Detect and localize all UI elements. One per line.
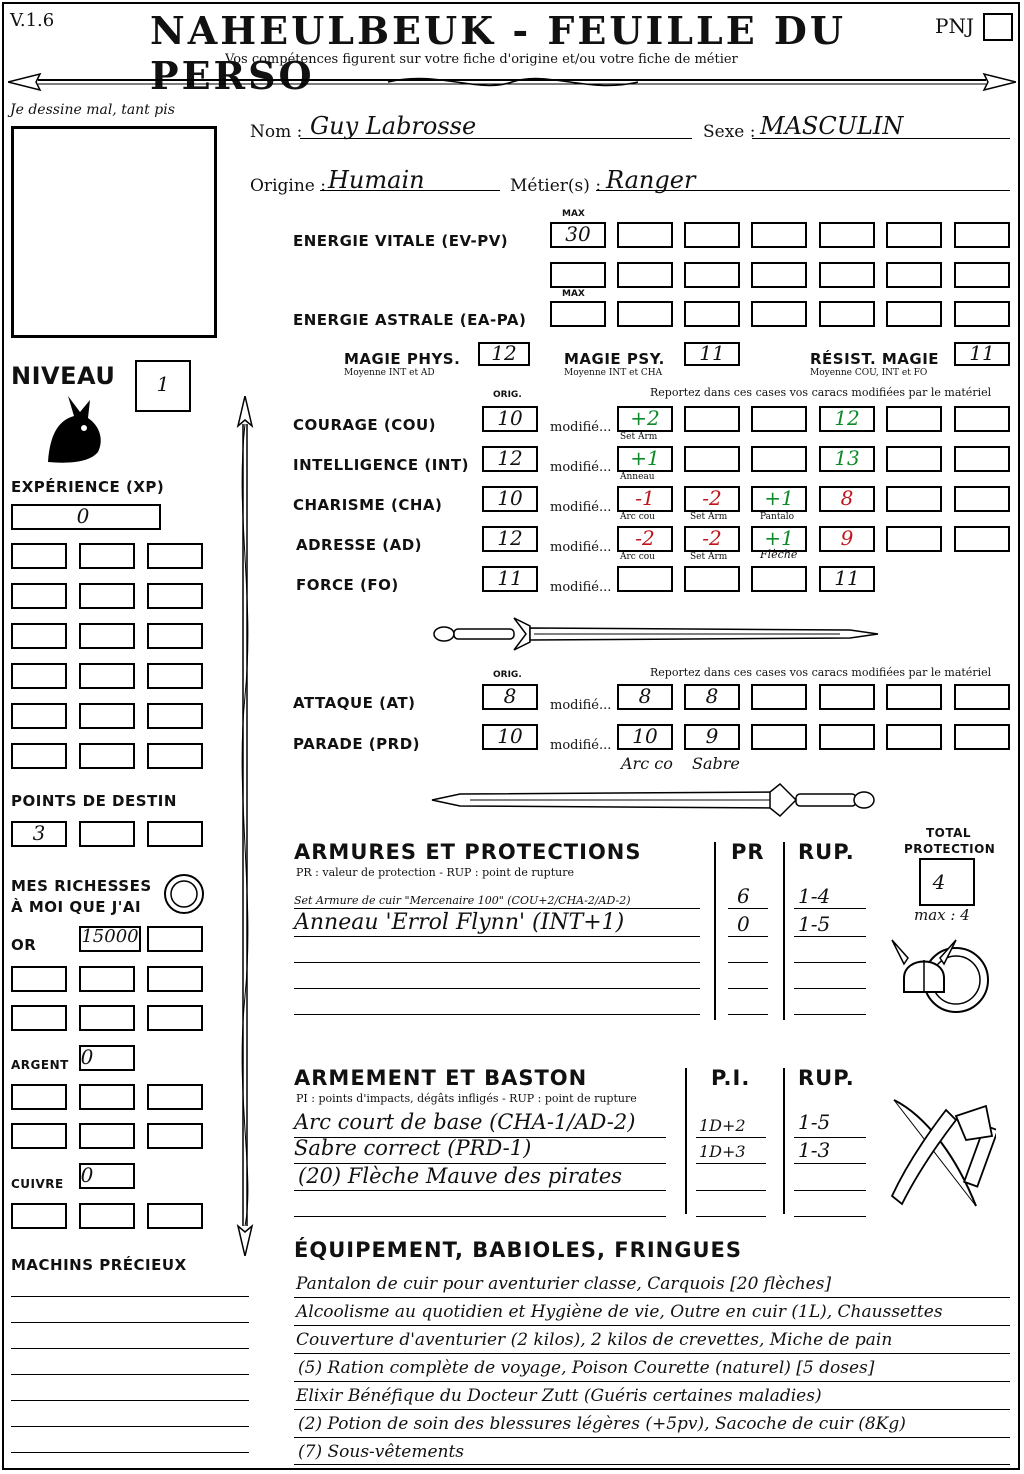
cuivre-box[interactable] <box>79 1163 135 1189</box>
cha-mod-box[interactable] <box>617 486 673 512</box>
origine-line <box>320 190 500 191</box>
xp-grid-box[interactable] <box>11 743 67 769</box>
xp-grid-box[interactable] <box>147 743 203 769</box>
ev-box[interactable] <box>617 262 673 288</box>
machins-line[interactable] <box>11 1348 249 1349</box>
ev-max-box[interactable] <box>550 222 606 248</box>
at-mod-box[interactable] <box>617 684 673 710</box>
magie-phys-label: MAGIE PHYS. <box>344 350 461 368</box>
int-mod-value: +1 <box>630 446 660 470</box>
prd-mod-box[interactable] <box>751 724 807 750</box>
pnj-checkbox[interactable] <box>983 13 1013 41</box>
ea-box[interactable] <box>684 301 740 327</box>
ad-orig-box[interactable] <box>482 526 538 552</box>
argent-box[interactable] <box>11 1084 67 1110</box>
destin-label: POINTS DE DESTIN <box>11 792 177 810</box>
magie-phys-box[interactable] <box>478 342 530 366</box>
equipement-line: (2) Potion de soin des blessures légères (+5pv), Sacoche de cuir (8Kg) <box>298 1414 906 1434</box>
ea-box[interactable] <box>886 301 942 327</box>
machins-line[interactable] <box>11 1322 249 1323</box>
fo-mod-box[interactable] <box>751 566 807 592</box>
niveau-value: 1 <box>156 372 170 396</box>
int-modifie-label: modifié... <box>550 460 612 475</box>
armure-line[interactable] <box>794 936 866 937</box>
total-label: TOTAL <box>926 826 972 840</box>
or-value: 15000 <box>81 926 139 947</box>
weapon-row-pi: 1D+2 <box>699 1116 746 1135</box>
destin-box[interactable] <box>147 821 203 847</box>
int-orig-box[interactable] <box>482 446 538 472</box>
ad-mod-note: Flèche <box>760 548 798 561</box>
equipement-line: Alcoolisme au quotidien et Hygiène de vie, Outre en cuir (1L), Chaussettes <box>296 1302 943 1322</box>
or-box[interactable] <box>11 966 67 992</box>
or-box[interactable] <box>79 926 141 952</box>
dragon-icon <box>40 392 106 466</box>
niveau-box[interactable] <box>135 360 191 412</box>
armement-divider <box>685 1068 687 1214</box>
at-mod-box[interactable] <box>684 684 740 710</box>
or-box[interactable] <box>79 966 135 992</box>
spear-divider-icon <box>8 66 1016 96</box>
xp-value: 0 <box>76 504 90 528</box>
ev-box[interactable] <box>550 262 606 288</box>
cha-mod-box[interactable] <box>886 486 942 512</box>
ad-modifie-label: modifié... <box>550 540 612 555</box>
or-box[interactable] <box>147 1005 203 1031</box>
xp-grid-box[interactable] <box>147 623 203 649</box>
prd-mod-box[interactable] <box>819 724 875 750</box>
weapon-line[interactable] <box>696 1137 766 1138</box>
version-label: V.1.6 <box>10 10 55 31</box>
niveau-label: NIVEAU <box>11 362 116 390</box>
xp-grid-box[interactable] <box>79 583 135 609</box>
armure-line[interactable] <box>728 962 768 963</box>
ad-orig-value: 12 <box>497 526 523 550</box>
at-orig-box[interactable] <box>482 684 538 710</box>
int-final-value: 13 <box>834 446 860 470</box>
equipement-rule[interactable] <box>294 1297 1010 1298</box>
metier-value[interactable]: Ranger <box>606 166 696 194</box>
combat-orig-label: ORIG. <box>493 670 522 680</box>
int-mod-note: Anneau <box>620 472 655 482</box>
xp-label: EXPÉRIENCE (XP) <box>11 478 165 496</box>
ad-final-value: 9 <box>840 526 854 550</box>
int-mod-box[interactable] <box>954 446 1010 472</box>
argent-box[interactable] <box>147 1123 203 1149</box>
origine-label: Origine : <box>250 176 326 196</box>
protection-label: PROTECTION <box>904 842 996 856</box>
total-protection-value: 4 <box>932 870 946 894</box>
prd-modifie-label: modifié... <box>550 738 612 753</box>
armure-row-name: Anneau 'Errol Flynn' (INT+1) <box>294 910 625 935</box>
ad-mod-box[interactable] <box>954 526 1010 552</box>
machins-line[interactable] <box>11 1296 249 1297</box>
armures-rup-header: RUP. <box>798 840 855 864</box>
nom-value[interactable]: Guy Labrosse <box>310 112 477 140</box>
carac-report-note: Reportez dans ces cases vos caracs modifiées par le matériel <box>650 386 992 399</box>
machins-line[interactable] <box>11 1374 249 1375</box>
int-mod-box[interactable] <box>617 446 673 472</box>
prd-mod-box[interactable] <box>617 724 673 750</box>
armure-line[interactable] <box>728 936 768 937</box>
cou-label: COURAGE (COU) <box>293 416 437 434</box>
equipement-line: (5) Ration complète de voyage, Poison Courette (naturel) [5 doses] <box>298 1358 875 1378</box>
cou-final-value: 12 <box>834 406 860 430</box>
cha-mod-note: Arc cou <box>620 512 655 522</box>
weapon-row-name: Arc court de base (CHA-1/AD-2) <box>294 1110 636 1134</box>
magie-psy-value: 11 <box>699 341 725 365</box>
cou-mod-note: Set Arm <box>620 432 658 442</box>
ev-box[interactable] <box>684 262 740 288</box>
richesses-label-2: À MOI QUE J'AI <box>11 898 142 916</box>
nom-label: Nom : <box>250 122 303 142</box>
equipement-rule[interactable] <box>294 1353 1010 1354</box>
argent-value: 0 <box>80 1045 94 1069</box>
armure-line[interactable] <box>794 988 866 989</box>
sexe-line <box>752 138 1010 139</box>
xp-grid-box[interactable] <box>11 703 67 729</box>
armement-title: ARMEMENT ET BASTON <box>294 1066 588 1090</box>
fo-mod-box[interactable] <box>684 566 740 592</box>
cou-mod-box[interactable] <box>886 406 942 432</box>
destin-value: 3 <box>32 821 46 845</box>
prd-label: PARADE (PRD) <box>293 735 421 753</box>
sheet-title: NAHEULBEUK - FEUILLE DU PERSO <box>150 8 846 98</box>
armure-row-pr: 0 <box>737 912 750 936</box>
armement-rup-header: RUP. <box>798 1066 855 1090</box>
equipement-rule[interactable] <box>294 1437 1010 1438</box>
int-label: INTELLIGENCE (INT) <box>293 456 469 474</box>
xp-grid-box[interactable] <box>11 623 67 649</box>
armure-line[interactable] <box>294 908 700 909</box>
at-mod-value: 8 <box>638 684 652 708</box>
weapon-line[interactable] <box>294 1216 666 1217</box>
ev-box[interactable] <box>684 222 740 248</box>
cha-mod-box[interactable] <box>954 486 1010 512</box>
fo-orig-value: 11 <box>497 566 523 590</box>
prd-mod-box[interactable] <box>886 724 942 750</box>
armure-row-pr: 6 <box>737 884 750 908</box>
nom-line <box>300 138 692 139</box>
armement-divider <box>783 1068 785 1214</box>
weapon-line[interactable] <box>696 1216 766 1217</box>
prd-note-arc: Arc co <box>621 754 673 773</box>
xp-grid-box[interactable] <box>147 703 203 729</box>
cuivre-label: CUIVRE <box>11 1177 64 1191</box>
resist-magie-label: RÉSIST. MAGIE <box>810 350 940 368</box>
argent-box[interactable] <box>79 1045 135 1071</box>
ea-box[interactable] <box>819 301 875 327</box>
carac-orig-label: ORIG. <box>493 390 522 400</box>
ev-box[interactable] <box>819 262 875 288</box>
equipement-line: Elixir Bénéfique du Docteur Zutt (Guéris certaines maladies) <box>296 1386 822 1406</box>
ad-mod-box[interactable] <box>684 526 740 552</box>
resist-magie-note: Moyenne COU, INT et FO <box>810 368 928 378</box>
ad-mod-note: Set Arm <box>690 552 728 562</box>
cha-modifie-label: modifié... <box>550 500 612 515</box>
argent-box[interactable] <box>79 1084 135 1110</box>
int-mod-box[interactable] <box>684 446 740 472</box>
weapon-line[interactable] <box>794 1216 866 1217</box>
portrait-box[interactable] <box>11 126 217 338</box>
equipement-line: (7) Sous-vêtements <box>298 1442 465 1462</box>
machins-label: MACHINS PRÉCIEUX <box>11 1256 187 1274</box>
sexe-label: Sexe : <box>703 122 756 142</box>
xp-grid-box[interactable] <box>79 543 135 569</box>
machins-line[interactable] <box>11 1426 249 1427</box>
xp-grid-box[interactable] <box>79 703 135 729</box>
cha-orig-value: 10 <box>497 486 523 510</box>
cou-modifie-label: modifié... <box>550 420 612 435</box>
weapon-row-name: Sabre correct (PRD-1) <box>294 1136 532 1160</box>
ev-box[interactable] <box>819 222 875 248</box>
portrait-caption: Je dessine mal, tant pis <box>10 102 175 118</box>
at-label: ATTAQUE (AT) <box>293 694 416 712</box>
cuivre-box[interactable] <box>11 1203 67 1229</box>
armure-row-name: Set Armure de cuir "Mercenaire 100" (COU+2/CHA-2/AD-2) <box>294 894 631 907</box>
cou-mod-box[interactable] <box>751 406 807 432</box>
ad-mod-value: +1 <box>764 526 794 550</box>
ev-max-label: MAX <box>562 209 585 219</box>
machins-line[interactable] <box>11 1452 249 1453</box>
cha-final-value: 8 <box>840 486 854 510</box>
argent-box[interactable] <box>11 1123 67 1149</box>
cha-mod-value: +1 <box>764 486 794 510</box>
sword-icon <box>430 612 880 656</box>
equipement-line: Pantalon de cuir pour aventurier classe, Carquois [20 flèches] <box>296 1274 832 1294</box>
machins-line[interactable] <box>11 1400 249 1401</box>
prd-orig-box[interactable] <box>482 724 538 750</box>
armures-pr-header: PR <box>731 840 765 864</box>
at-orig-value: 8 <box>503 684 517 708</box>
weapon-row-rup: 1-3 <box>798 1138 831 1162</box>
ad-label: ADRESSE (AD) <box>296 536 423 554</box>
weapon-line[interactable] <box>794 1163 866 1164</box>
prd-note-sabre: Sabre <box>692 754 740 773</box>
prd-mod-value: 10 <box>632 724 658 748</box>
argent-label: ARGENT <box>11 1058 69 1072</box>
cou-mod-box[interactable] <box>954 406 1010 432</box>
cha-mod-box[interactable] <box>684 486 740 512</box>
cha-orig-box[interactable] <box>482 486 538 512</box>
xp-grid-box[interactable] <box>11 583 67 609</box>
xp-grid-box[interactable] <box>11 663 67 689</box>
equipement-rule[interactable] <box>294 1325 1010 1326</box>
int-orig-value: 12 <box>497 446 523 470</box>
equipement-line: Couverture d'aventurier (2 kilos), 2 kilos de crevettes, Miche de pain <box>296 1330 893 1350</box>
ea-max-label: MAX <box>562 289 585 299</box>
fo-label: FORCE (FO) <box>296 576 399 594</box>
cha-label: CHARISME (CHA) <box>293 496 443 514</box>
armure-line[interactable] <box>294 1014 700 1015</box>
ea-box[interactable] <box>954 301 1010 327</box>
or-label: OR <box>11 936 37 954</box>
cou-final-box[interactable] <box>819 406 875 432</box>
fo-modifie-label: modifié... <box>550 580 612 595</box>
ev-box[interactable] <box>954 222 1010 248</box>
armures-note: PR : valeur de protection - RUP : point de rupture <box>296 866 574 879</box>
cha-mod-note: Set Arm <box>690 512 728 522</box>
cou-orig-box[interactable] <box>482 406 538 432</box>
prd-mod-value: 9 <box>705 724 719 748</box>
cuivre-box[interactable] <box>147 1203 203 1229</box>
weapon-line[interactable] <box>696 1163 766 1164</box>
armures-divider <box>783 842 785 1020</box>
or-box[interactable] <box>11 1005 67 1031</box>
equipement-rule[interactable] <box>294 1409 1010 1410</box>
destin-box[interactable] <box>11 821 67 847</box>
at-mod-box[interactable] <box>751 684 807 710</box>
resist-magie-box[interactable] <box>954 342 1010 366</box>
armure-line[interactable] <box>794 908 866 909</box>
armures-title: ARMURES ET PROTECTIONS <box>294 840 642 864</box>
argent-box[interactable] <box>79 1123 135 1149</box>
resist-magie-value: 11 <box>969 341 995 365</box>
coin-icon <box>162 872 206 916</box>
at-modifie-label: modifié... <box>550 698 612 713</box>
armure-row-rup: 1-5 <box>798 912 831 936</box>
fo-mod-box[interactable] <box>617 566 673 592</box>
at-mod-box[interactable] <box>886 684 942 710</box>
cou-mod-box[interactable] <box>617 406 673 432</box>
cha-mod-value: -1 <box>635 486 655 510</box>
weapon-row-name: (20) Flèche Mauve des pirates <box>298 1164 623 1188</box>
int-final-box[interactable] <box>819 446 875 472</box>
xp-grid-box[interactable] <box>79 663 135 689</box>
ev-box[interactable] <box>617 222 673 248</box>
armement-pi-header: P.I. <box>711 1066 751 1090</box>
armure-row-rup: 1-4 <box>798 884 831 908</box>
richesses-label: MES RICHESSES <box>11 877 152 895</box>
equipement-rule[interactable] <box>294 1381 1010 1382</box>
armure-line[interactable] <box>728 908 768 909</box>
ev-box[interactable] <box>751 222 807 248</box>
ad-mod-value: -2 <box>702 526 722 550</box>
armure-line[interactable] <box>294 936 700 937</box>
equipement-rule[interactable] <box>294 1464 1010 1465</box>
helmet-shield-icon <box>890 930 994 1030</box>
xp-grid-box[interactable] <box>79 743 135 769</box>
armement-note: PI : points d'impacts, dégâts infligés - RUP : point de rupture <box>296 1092 637 1105</box>
total-protection-box[interactable] <box>919 858 975 906</box>
fo-final-value: 11 <box>834 566 860 590</box>
weapon-row-pi: 1D+3 <box>699 1142 746 1161</box>
magie-phys-value: 12 <box>491 341 517 365</box>
destin-box[interactable] <box>79 821 135 847</box>
spear-icon <box>230 396 260 1256</box>
cou-orig-value: 10 <box>497 406 523 430</box>
ev-box[interactable] <box>954 262 1010 288</box>
magie-psy-box[interactable] <box>684 342 740 366</box>
weapon-row-rup: 1-5 <box>798 1110 831 1134</box>
cuivre-value: 0 <box>80 1163 94 1187</box>
ad-mod-value: -2 <box>635 526 655 550</box>
fo-final-box[interactable] <box>819 566 875 592</box>
armure-line[interactable] <box>794 962 866 963</box>
xp-box[interactable] <box>11 504 161 530</box>
prd-mod-box[interactable] <box>684 724 740 750</box>
ad-final-box[interactable] <box>819 526 875 552</box>
fo-orig-box[interactable] <box>482 566 538 592</box>
int-mod-box[interactable] <box>886 446 942 472</box>
ev-box[interactable] <box>751 262 807 288</box>
ev-label: ENERGIE VITALE (EV-PV) <box>293 232 509 250</box>
xp-grid-box[interactable] <box>147 583 203 609</box>
armure-line[interactable] <box>794 1014 866 1015</box>
cha-final-box[interactable] <box>819 486 875 512</box>
cha-mod-box[interactable] <box>751 486 807 512</box>
argent-box[interactable] <box>147 1084 203 1110</box>
xp-grid-box[interactable] <box>11 543 67 569</box>
cuivre-box[interactable] <box>79 1203 135 1229</box>
cou-mod-box[interactable] <box>684 406 740 432</box>
prd-orig-value: 10 <box>497 724 523 748</box>
or-box[interactable] <box>79 1005 135 1031</box>
combat-report-note: Reportez dans ces cases vos caracs modifiées par le matériel <box>650 666 992 679</box>
sword-icon <box>430 778 880 822</box>
origine-value[interactable]: Humain <box>328 166 425 194</box>
weapon-line[interactable] <box>794 1190 866 1191</box>
armures-divider <box>714 842 716 1020</box>
armure-line[interactable] <box>728 988 768 989</box>
cha-mod-note: Pantalo <box>760 512 795 522</box>
ad-mod-box[interactable] <box>617 526 673 552</box>
metier-line <box>596 190 1010 191</box>
equipement-title: ÉQUIPEMENT, BABIOLES, FRINGUES <box>294 1238 742 1262</box>
weapon-line[interactable] <box>696 1190 766 1191</box>
or-box[interactable] <box>147 966 203 992</box>
cou-mod-value: +2 <box>630 406 660 430</box>
or-box[interactable] <box>147 926 203 952</box>
xp-grid-box[interactable] <box>147 663 203 689</box>
armure-line[interactable] <box>294 988 700 989</box>
magie-phys-note: Moyenne INT et AD <box>344 368 435 378</box>
ea-max-box[interactable] <box>550 301 606 327</box>
max-protection-note: max : 4 <box>914 906 970 924</box>
sexe-value[interactable]: MASCULIN <box>760 112 904 140</box>
pnj-label: PNJ <box>935 14 974 38</box>
magie-psy-label: MAGIE PSY. <box>564 350 665 368</box>
int-mod-box[interactable] <box>751 446 807 472</box>
metier-label: Métier(s) : <box>510 176 602 196</box>
at-mod-box[interactable] <box>819 684 875 710</box>
sheet-subtitle: Vos compétences figurent sur votre fiche d'origine et/ou votre fiche de métier <box>225 52 738 67</box>
magie-psy-note: Moyenne INT et CHA <box>564 368 663 378</box>
at-mod-value: 8 <box>705 684 719 708</box>
ev-box[interactable] <box>886 222 942 248</box>
ea-box[interactable] <box>751 301 807 327</box>
armure-line[interactable] <box>728 1014 768 1015</box>
ea-box[interactable] <box>617 301 673 327</box>
ev-max-value: 30 <box>565 222 591 246</box>
ev-box[interactable] <box>886 262 942 288</box>
ea-label: ENERGIE ASTRALE (EA-PA) <box>293 311 527 329</box>
at-mod-box[interactable] <box>954 684 1010 710</box>
weapons-icon <box>886 1096 996 1212</box>
xp-grid-box[interactable] <box>147 543 203 569</box>
prd-mod-box[interactable] <box>954 724 1010 750</box>
cha-mod-value: -2 <box>702 486 722 510</box>
ad-mod-box[interactable] <box>886 526 942 552</box>
xp-grid-box[interactable] <box>79 623 135 649</box>
weapon-line[interactable] <box>294 1190 666 1191</box>
armure-line[interactable] <box>294 962 700 963</box>
ad-mod-note: Arc cou <box>620 552 655 562</box>
